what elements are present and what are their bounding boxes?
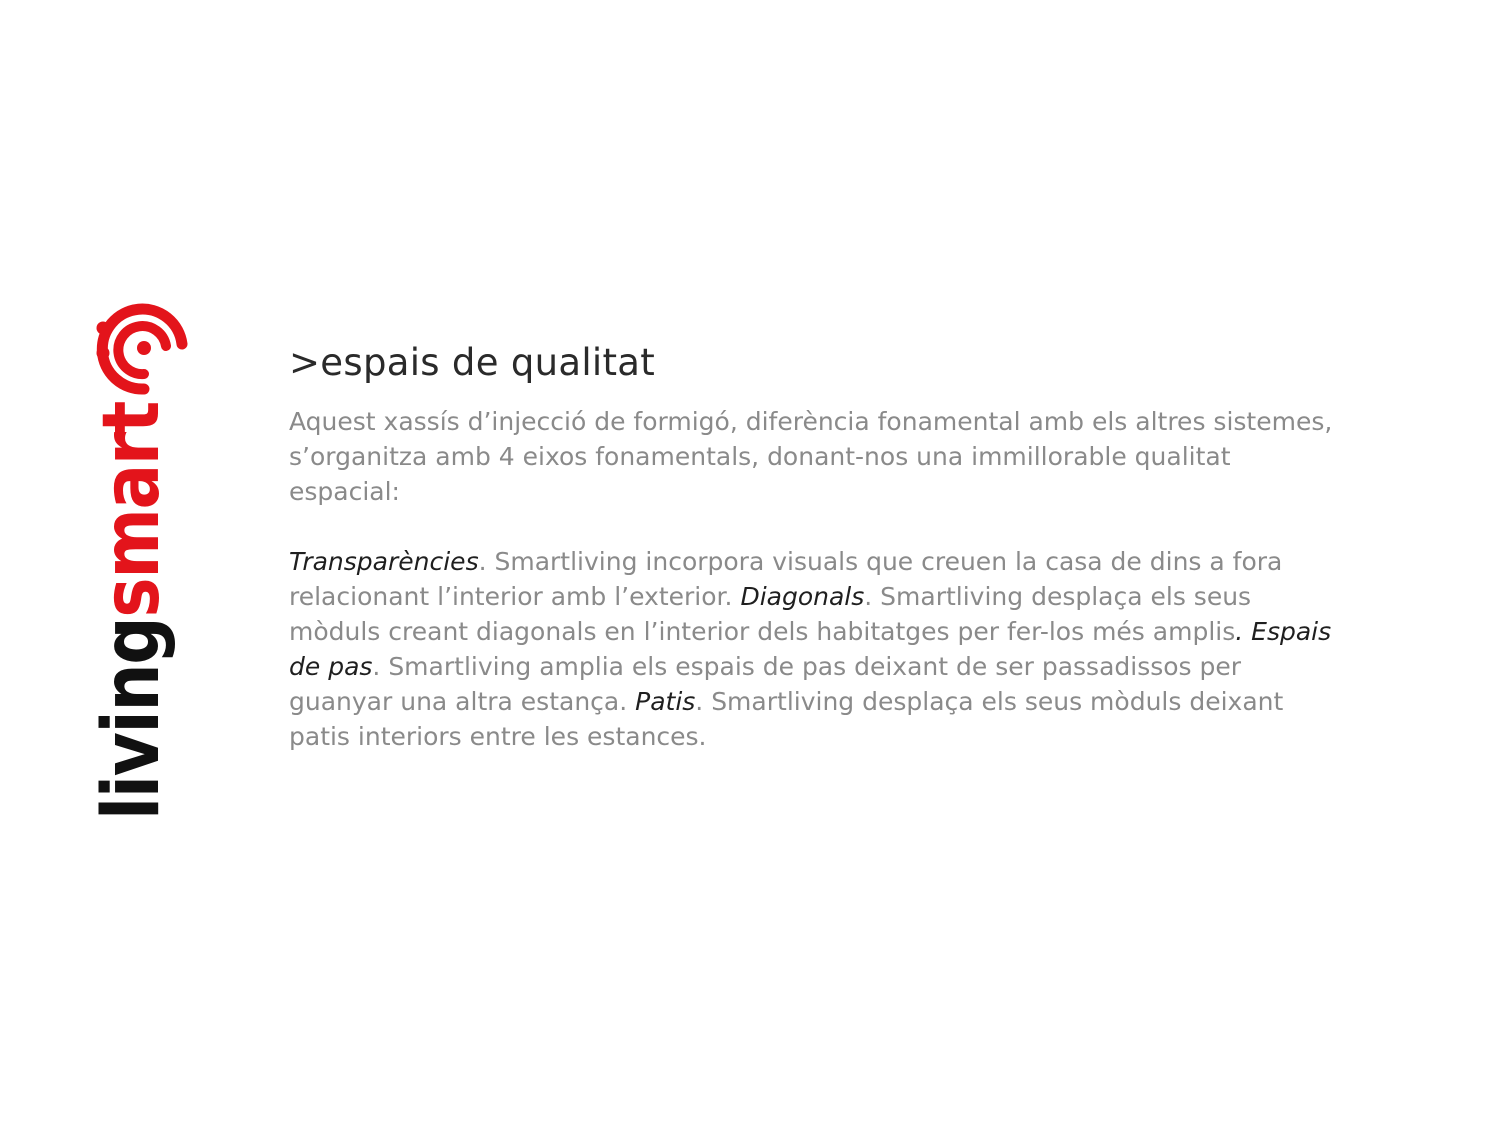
term-espais-de-pas: . Espais de pas <box>289 617 1332 681</box>
desc-espais-de-pas: . Smartliving amplia els espais de pas deixant de ser passadissos per guanyar una altra estança. <box>289 652 1242 716</box>
features-paragraph <box>289 544 1334 754</box>
desc-patis: . Smartliving desplaça els seus mòduls deixant patis interiors entre les estances. <box>289 687 1284 751</box>
slide-heading: >espais de qualitat <box>289 341 656 384</box>
smartliving-logo <box>70 290 200 830</box>
term-transparencies: Transparències <box>289 547 479 576</box>
logo-word-smart: smart <box>87 368 177 618</box>
spiral-smile-icon <box>97 309 183 389</box>
desc-transparencies: . Smartliving incorpora visuals que creuen la casa de dins a fora relacionant l’interior amb l’exterior. <box>289 547 1283 611</box>
svg-text:livingsmart <box>87 368 177 820</box>
slide-content <box>289 336 1349 754</box>
term-diagonals: Diagonals <box>740 582 865 611</box>
intro-paragraph: Aquest xassís d’injecció de formigó, diferència fonamental amb els altres sistemes, s’organitza amb 4 eixos fonamentals, donant-nos una immillorable qualitat espacial: <box>289 407 1333 506</box>
desc-diagonals: . Smartliving desplaça els seus mòduls creant diagonals en l’interior dels habitatges per fer-los més amplis <box>289 582 1252 646</box>
logo-word-living: living <box>87 586 177 820</box>
term-patis: Patis <box>635 687 696 716</box>
